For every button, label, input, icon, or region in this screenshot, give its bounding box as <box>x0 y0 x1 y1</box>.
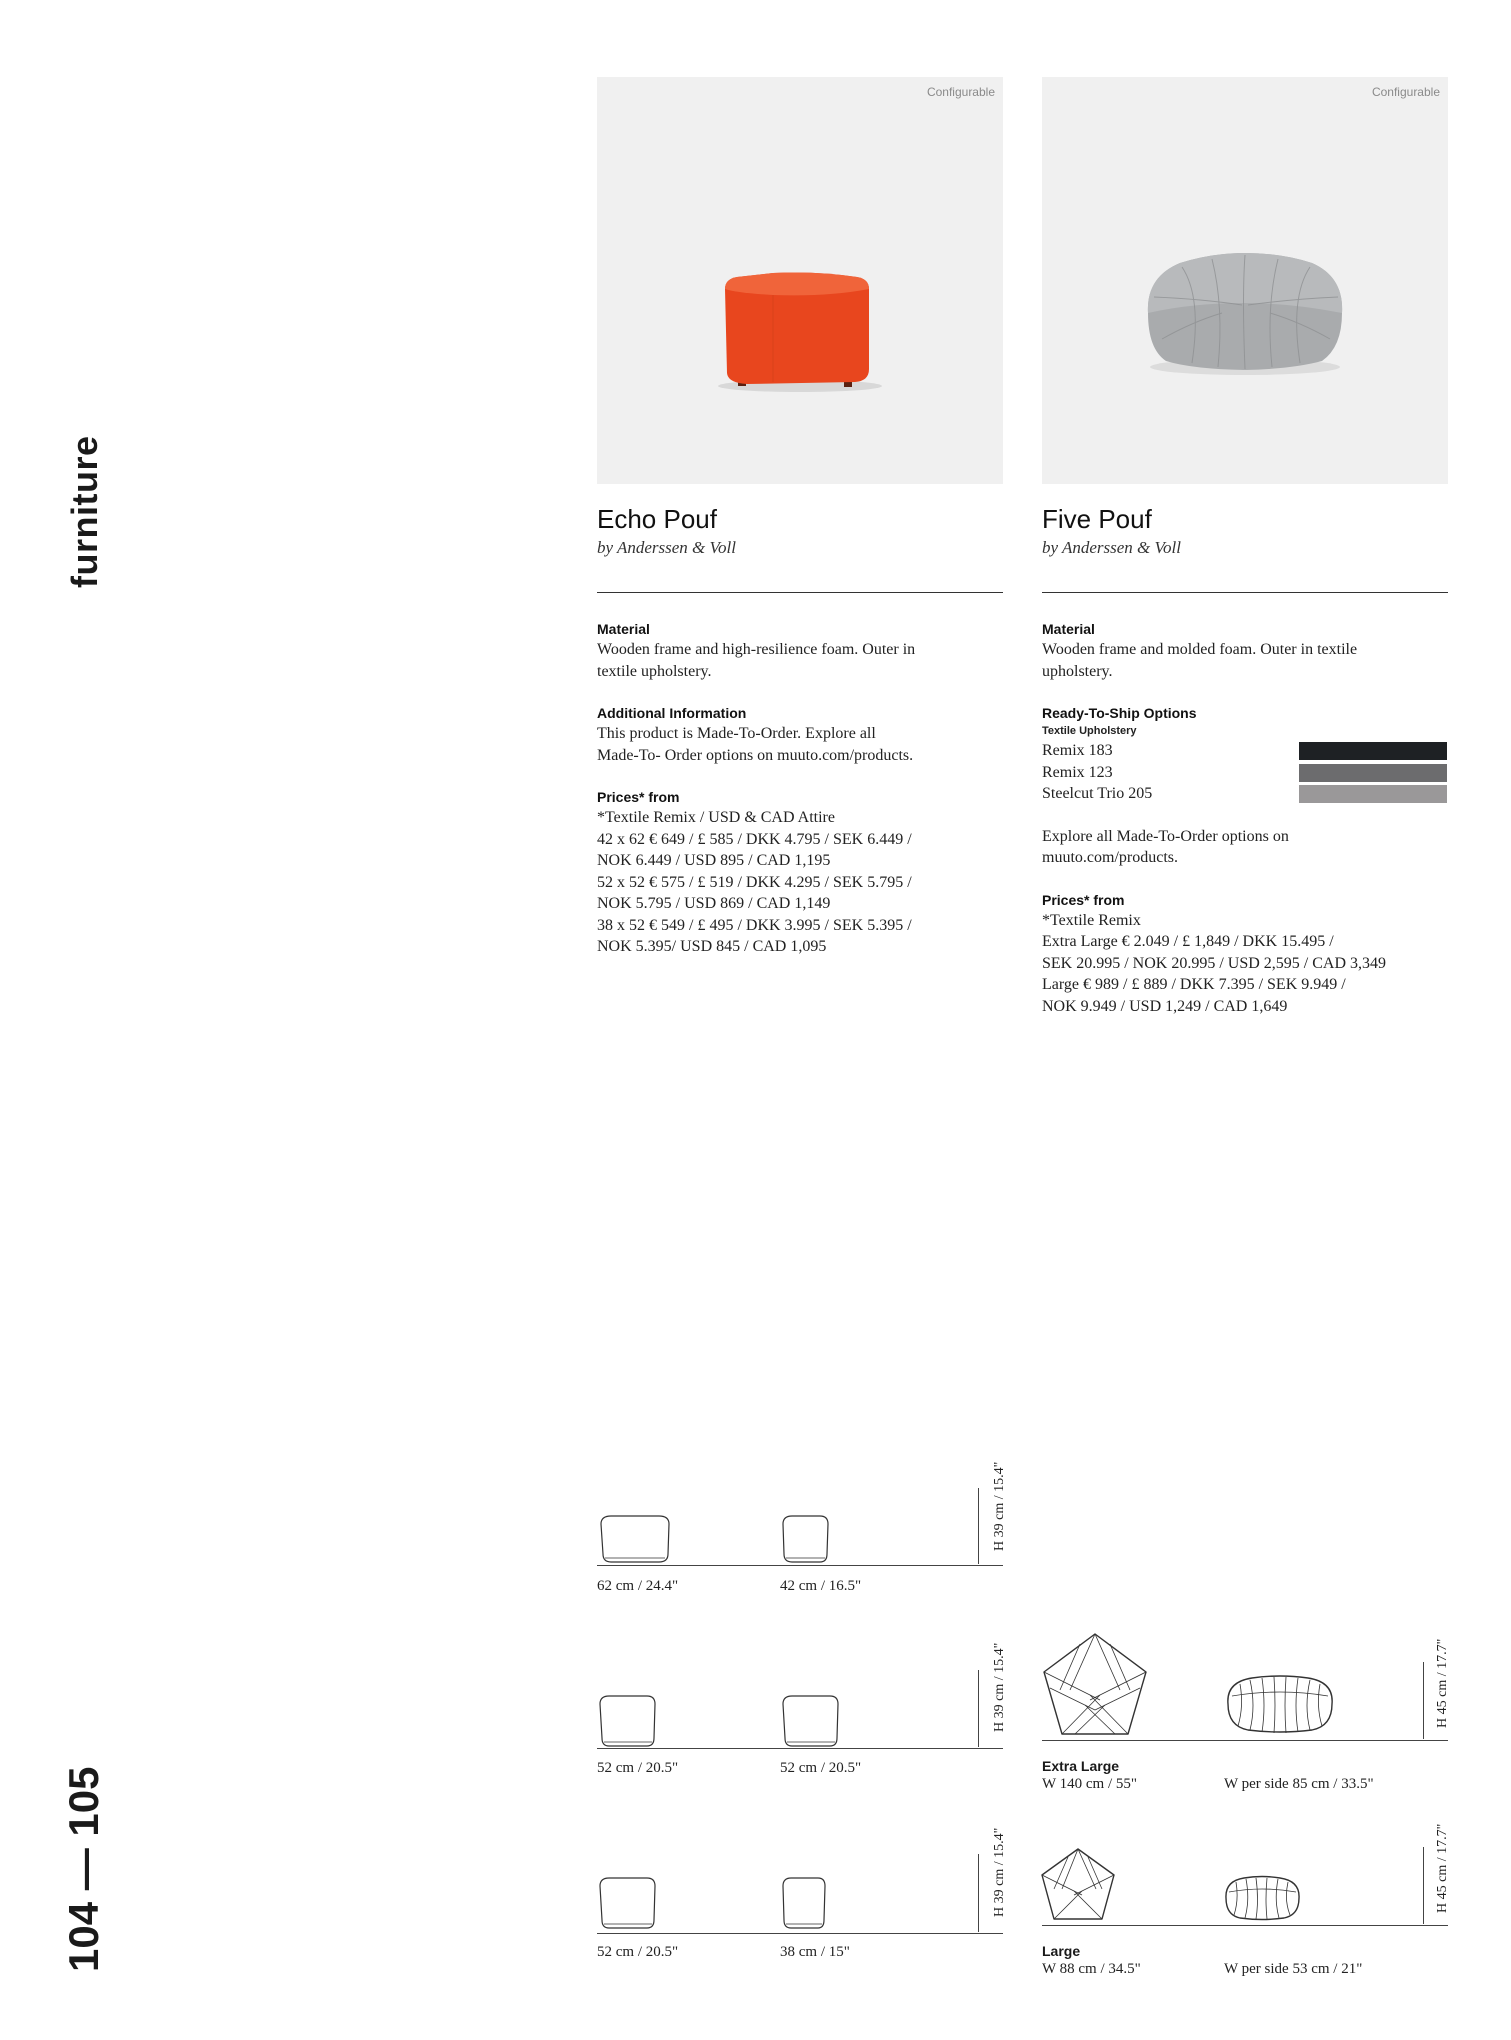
side-width-label: 42 cm / 16.5" <box>780 1578 862 1594</box>
price-line: *Textile Remix / USD & CAD Attire <box>597 809 835 826</box>
material-text: Wooden frame and high-resilience foam. Outer in <box>597 641 916 658</box>
divider <box>1042 592 1448 593</box>
front-width-label: 52 cm / 20.5" <box>597 1944 679 1960</box>
height-label: H 45 cm / 17.7" <box>1435 1823 1450 1913</box>
five-top-drawing <box>1040 1845 1120 1925</box>
prices-label: Prices* from <box>1042 891 1125 908</box>
color-swatch <box>1299 764 1447 782</box>
material-text: upholstery. <box>1042 662 1113 680</box>
price-line: NOK 5.395/ USD 845 / CAD 1,095 <box>597 938 827 955</box>
width-label: W 88 cm / 34.5" <box>1042 1961 1141 1977</box>
rts-option-name: Remix 123 <box>1042 763 1113 781</box>
five-details <box>1042 619 1448 1017</box>
price-line: SEK 20.995 / NOK 20.995 / USD 2,595 / CAD 3,349 <box>1042 954 1387 972</box>
height-marker <box>1423 1662 1424 1739</box>
echo-side-drawing <box>780 1690 850 1750</box>
explore-text: muuto.com/products. <box>1042 849 1178 866</box>
dimension-baseline <box>597 1565 1003 1566</box>
info-text: This product is Made-To-Order. Explore all <box>597 725 876 742</box>
price-line: *Textile Remix <box>1042 911 1141 929</box>
rts-option <box>1042 783 1448 805</box>
height-marker <box>978 1854 979 1932</box>
designer-five: by Anderssen & Voll <box>1042 538 1181 557</box>
prices-label: Prices* from <box>597 789 680 805</box>
textile-upholstery-label: Textile Upholstery <box>1042 725 1137 737</box>
price-line: NOK 9.949 / USD 1,249 / CAD 1,649 <box>1042 997 1288 1015</box>
color-swatch <box>1299 785 1447 803</box>
dimension-baseline <box>1042 1740 1448 1741</box>
material-text: textile upholstery. <box>597 662 712 680</box>
size-label: Extra Large <box>1042 1758 1120 1774</box>
color-swatch <box>1299 742 1447 760</box>
price-line: 42 x 62 € 649 / £ 585 / DKK 4.795 / SEK 6.449 / <box>597 830 912 848</box>
five-side-drawing <box>1222 1872 1304 1924</box>
height-label: H 39 cm / 15.4" <box>992 1827 1007 1917</box>
product-title-echo: Echo Pouf <box>597 504 717 534</box>
product-photo-echo <box>597 77 1003 484</box>
price-line: 52 x 52 € 575 / £ 519 / DKK 4.295 / SEK 5.795 / <box>597 873 912 891</box>
echo-front-drawing <box>597 1872 667 1932</box>
price-line: NOK 5.795 / USD 869 / CAD 1,149 <box>597 895 831 912</box>
rts-option <box>1042 740 1448 762</box>
info-text: Made-To- Order options on muuto.com/products. <box>597 746 914 764</box>
echo-front-drawing <box>597 1690 667 1750</box>
dimension-baseline <box>597 1933 1003 1934</box>
width-label: W 140 cm / 55" <box>1042 1776 1138 1792</box>
rts-option <box>1042 762 1448 784</box>
section-label: furniture <box>64 435 105 588</box>
five-pouf-image <box>1042 77 1448 484</box>
height-label: H 39 cm / 15.4" <box>992 1461 1007 1551</box>
configurable-badge: Configurable <box>926 85 995 99</box>
designer-echo: by Anderssen & Voll <box>597 538 736 557</box>
rts-option-name: Remix 183 <box>1042 742 1113 759</box>
material-label: Material <box>597 621 650 637</box>
five-side-drawing <box>1222 1670 1337 1736</box>
price-line: Large € 989 / £ 889 / DKK 7.395 / SEK 9.949 / <box>1042 976 1346 993</box>
echo-side-drawing <box>780 1510 850 1565</box>
side-width-label: W per side 85 cm / 33.5" <box>1224 1776 1374 1792</box>
info-label: Additional Information <box>597 705 747 721</box>
page-numbers: 104 — 105 <box>60 1766 107 1972</box>
configurable-badge: Configurable <box>1371 85 1440 99</box>
rts-option-name: Steelcut Trio 205 <box>1042 785 1153 802</box>
side-width-label: 52 cm / 20.5" <box>780 1760 862 1776</box>
material-text: Wooden frame and molded foam. Outer in textile <box>1042 641 1358 658</box>
echo-pouf-image <box>597 77 1003 484</box>
height-label: H 45 cm / 17.7" <box>1435 1638 1450 1728</box>
echo-front-drawing <box>597 1510 687 1565</box>
height-marker <box>978 1488 979 1564</box>
side-width-label: 38 cm / 15" <box>780 1944 850 1960</box>
explore-text: Explore all Made-To-Order options on <box>1042 827 1289 845</box>
product-title-five: Five Pouf <box>1042 504 1152 534</box>
echo-details <box>597 619 1003 958</box>
price-line: 38 x 52 € 549 / £ 495 / DKK 3.995 / SEK 5.395 / <box>597 916 912 934</box>
material-label: Material <box>1042 621 1095 637</box>
dimension-baseline <box>597 1748 1003 1749</box>
ready-to-ship-label: Ready-To-Ship Options <box>1042 705 1197 721</box>
height-label: H 39 cm / 15.4" <box>992 1642 1007 1732</box>
height-marker <box>978 1670 979 1747</box>
height-marker <box>1423 1847 1424 1924</box>
side-width-label: W per side 53 cm / 21" <box>1224 1961 1363 1977</box>
product-photo-five <box>1042 77 1448 484</box>
size-label: Large <box>1042 1943 1081 1959</box>
divider <box>597 592 1003 593</box>
front-width-label: 52 cm / 20.5" <box>597 1760 679 1776</box>
front-width-label: 62 cm / 24.4" <box>597 1578 679 1594</box>
dimension-baseline <box>1042 1925 1448 1926</box>
echo-side-drawing <box>780 1872 840 1932</box>
price-line: NOK 6.449 / USD 895 / CAD 1,195 <box>597 852 831 869</box>
five-top-drawing <box>1040 1630 1150 1740</box>
price-line: Extra Large € 2.049 / £ 1,849 / DKK 15.495 / <box>1042 933 1334 950</box>
